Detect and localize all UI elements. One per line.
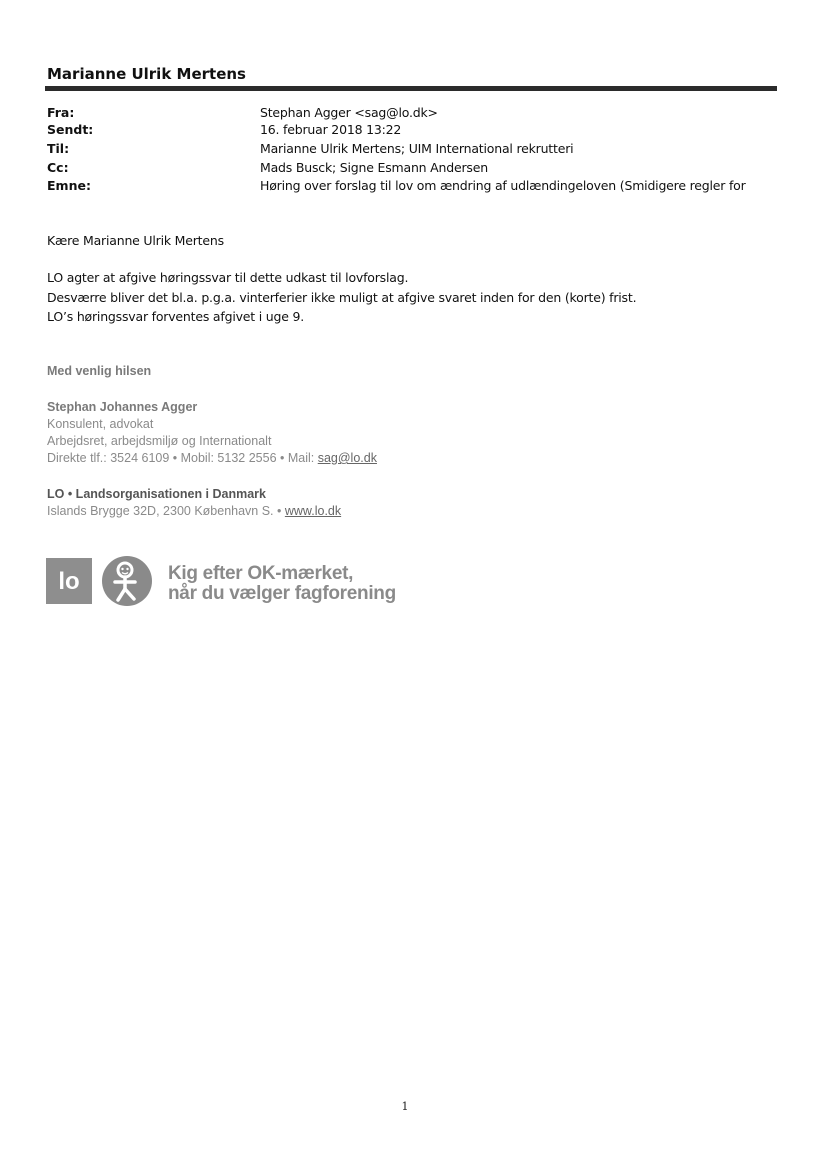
subject-label: Emne: xyxy=(47,178,91,193)
greeting: Kære Marianne Ulrik Mertens xyxy=(47,233,224,248)
cc-label: Cc: xyxy=(47,160,69,175)
from-value: Stephan Agger <sag@lo.dk> xyxy=(260,105,438,120)
signature-closing: Med venlig hilsen xyxy=(47,364,152,378)
header-rule xyxy=(45,86,777,91)
mailbox-owner-name: Marianne Ulrik Mertens xyxy=(47,65,246,83)
signature-address xyxy=(47,504,341,518)
lo-logo-icon xyxy=(46,558,92,604)
to-value: Marianne Ulrik Mertens; UIM International rekrutteri xyxy=(260,141,574,156)
signature-website-link[interactable]: www.lo.dk xyxy=(284,504,342,518)
sent-value: 16. februar 2018 13:22 xyxy=(260,122,402,137)
lo-logo xyxy=(46,558,92,604)
ok-mark-icon xyxy=(101,555,153,607)
header-row-to xyxy=(0,141,828,159)
body-line-3: LO’s høringssvar forventes afgivet i uge 9. xyxy=(47,309,305,324)
ok-mark-logo xyxy=(101,555,153,607)
page-number: 1 xyxy=(401,1100,409,1113)
signature-contact-text: Direkte tlf.: 3524 6109 • Mobil: 5132 2556 • Mail: xyxy=(47,451,318,465)
signature-org-name: LO • Landsorganisationen i Danmark xyxy=(47,487,267,501)
signature-name: Stephan Johannes Agger xyxy=(47,400,198,414)
tagline-line-1: Kig efter OK-mærket, xyxy=(168,563,354,584)
signature-email-link[interactable]: sag@lo.dk xyxy=(317,451,377,465)
lo-logo-text: lo xyxy=(58,568,80,595)
tagline-line-2: når du vælger fagforening xyxy=(168,583,396,604)
from-label: Fra: xyxy=(47,105,75,120)
signature-contact xyxy=(47,451,377,465)
header-row-sent xyxy=(0,122,828,140)
header-row-subject xyxy=(0,178,828,196)
sent-label: Sendt: xyxy=(47,122,94,137)
subject-value: Høring over forslag til lov om ændring af udlændingeloven (Smidigere regler for xyxy=(260,178,746,193)
signature-department: Arbejdsret, arbejdsmiljø og Internationalt xyxy=(47,434,272,448)
to-label: Til: xyxy=(47,141,70,156)
signature-address-text: Islands Brygge 32D, 2300 København S. • xyxy=(47,504,285,518)
signature-title: Konsulent, advokat xyxy=(47,417,154,431)
body-line-1: LO agter at afgive høringssvar til dette udkast til lovforslag. xyxy=(47,270,409,285)
body-line-2: Desværre bliver det bl.a. p.g.a. vinterferier ikke muligt at afgive svaret inden for den (korte) frist. xyxy=(47,290,637,305)
header-row-cc xyxy=(0,160,828,178)
header-row-from xyxy=(0,105,828,123)
cc-value: Mads Busck; Signe Esmann Andersen xyxy=(260,160,488,175)
